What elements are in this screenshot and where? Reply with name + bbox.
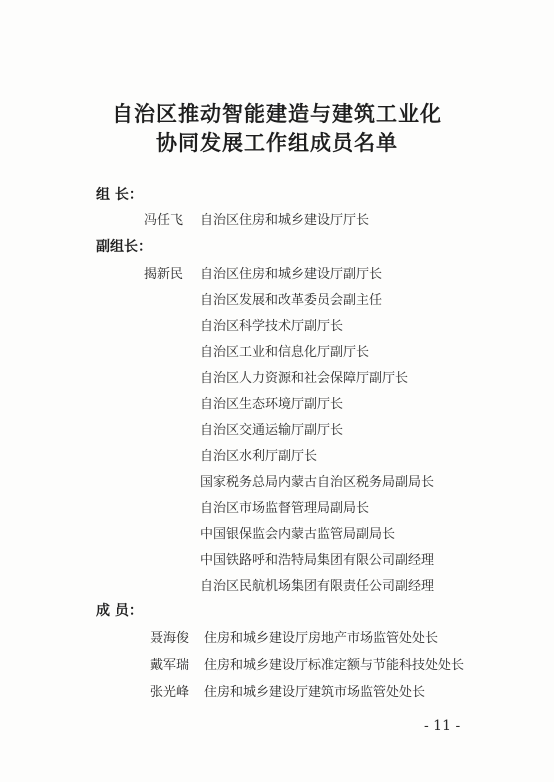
deputy-name: 揭新民	[144, 267, 184, 282]
deputy-title: 中国铁路呼和浩特局集团有限公司副经理	[200, 553, 435, 568]
page-number: - 11 -	[424, 718, 461, 734]
document-title-line-1: 自治区推动智能建造与建筑工业化	[112, 101, 442, 126]
leader-title: 自治区住房和城乡建设厅厅长	[200, 213, 370, 228]
deputy-title: 自治区工业和信息化厅副厅长	[200, 345, 370, 360]
member-title: 住房和城乡建设厅标准定额与节能科技处处长	[204, 658, 465, 673]
deputy-title: 自治区市场监督管理局副局长	[200, 501, 370, 516]
deputy-heading: 副组长：	[96, 239, 152, 255]
deputy-title: 自治区人力资源和社会保障厅副厅长	[200, 371, 409, 386]
deputy-title: 自治区交通运输厅副厅长	[200, 423, 344, 438]
document-title-line-2: 协同发展工作组成员名单	[156, 130, 398, 155]
deputy-title: 自治区发展和改革委员会副主任	[200, 293, 383, 308]
deputy-title: 自治区水利厅副厅长	[200, 449, 318, 464]
members-heading: 成 员：	[96, 603, 143, 619]
leader-name: 冯任飞	[144, 213, 184, 228]
deputy-title: 自治区科学技术厅副厅长	[200, 319, 344, 334]
member-title: 住房和城乡建设厅房地产市场监管处处长	[204, 631, 439, 646]
member-name: 张光峰	[150, 685, 190, 700]
deputy-title: 中国银保监会内蒙古监管局副局长	[200, 527, 396, 542]
member-name: 戴军瑞	[150, 658, 190, 673]
member-name: 聂海俊	[150, 631, 190, 646]
leader-heading: 组 长：	[96, 187, 143, 203]
deputy-title: 自治区住房和城乡建设厅副厅长	[200, 267, 383, 282]
deputy-title: 自治区民航机场集团有限责任公司副经理	[200, 579, 435, 594]
deputy-title: 国家税务总局内蒙古自治区税务局副局长	[200, 475, 435, 490]
member-title: 住房和城乡建设厅建筑市场监管处处长	[204, 685, 426, 700]
deputy-title: 自治区生态环境厅副厅长	[200, 397, 344, 412]
